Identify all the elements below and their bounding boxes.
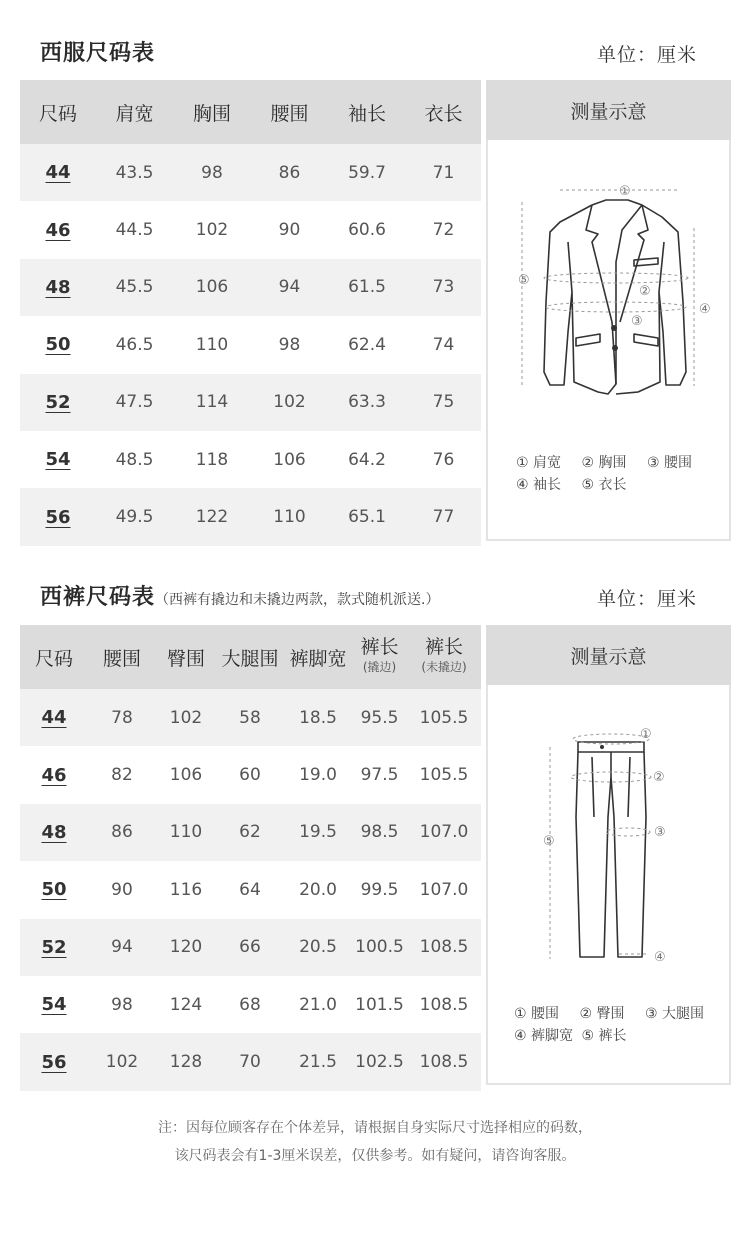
cell-shoulder: 44.5: [115, 220, 154, 241]
cell-size: 46: [45, 219, 71, 241]
cell-shoulder: 45.5: [115, 277, 154, 298]
cell-thigh: 62: [239, 822, 261, 843]
legend-item: ③ 腰围: [646, 455, 692, 471]
header-waist: 腰围: [270, 102, 309, 125]
cell-length: 76: [432, 449, 455, 470]
cell-length-unhemmed: 108.5: [419, 1052, 469, 1073]
suit-diagram-title: 测量示意: [486, 80, 731, 140]
legend-item: ④ 裤脚宽: [514, 1028, 574, 1044]
cell-length-hemmed: 102.5: [355, 1052, 404, 1073]
table-row: [20, 689, 481, 746]
cell-sleeve: 62.4: [348, 334, 386, 355]
cell-shoulder: 43.5: [115, 162, 154, 183]
cell-length-hemmed: 98.5: [360, 822, 399, 843]
table-row: [20, 316, 481, 373]
cell-chest: 102: [195, 220, 229, 241]
cell-shoulder: 47.5: [115, 392, 154, 413]
marker-1: ①: [640, 727, 652, 742]
header-length: 衣长: [424, 102, 463, 125]
pants-title-note: （西裤有撬边和未撬边两款，款式随机派送.）: [155, 592, 440, 608]
header-length-unhemmed-sub: (未撬边): [421, 660, 467, 674]
cell-length-unhemmed: 108.5: [419, 937, 469, 958]
cell-length-unhemmed: 105.5: [419, 765, 469, 786]
cell-size: 56: [45, 506, 71, 528]
marker-4: ④: [654, 950, 666, 965]
table-row: [20, 374, 481, 431]
cell-hip: 120: [169, 937, 203, 958]
cell-sleeve: 64.2: [348, 449, 386, 470]
cell-chest: 110: [195, 334, 229, 355]
cell-shoulder: 46.5: [115, 334, 154, 355]
cell-thigh: 64: [239, 879, 261, 900]
cell-size: 46: [41, 764, 67, 786]
legend-item: ④ 袖长: [516, 477, 562, 493]
table-row: [20, 259, 481, 316]
cell-size: 44: [41, 707, 67, 729]
cell-hem: 19.0: [299, 765, 337, 786]
cell-size: 50: [41, 879, 67, 901]
cell-waist: 102: [105, 1052, 139, 1073]
cell-length: 73: [432, 277, 455, 298]
cell-size: 48: [45, 276, 71, 298]
pants-size-table: [20, 625, 481, 1091]
pants-section-title: [40, 580, 439, 611]
table-row: [20, 746, 481, 803]
cell-chest: 122: [195, 507, 229, 528]
cell-thigh: 68: [239, 994, 261, 1015]
cell-size: 52: [45, 391, 71, 413]
cell-hip: 102: [169, 707, 203, 728]
table-row: [20, 1033, 481, 1090]
cell-sleeve: 63.3: [348, 392, 386, 413]
cell-sleeve: 60.6: [348, 220, 386, 241]
cell-waist: 106: [273, 449, 306, 470]
suit-title-text: 西服尺码表: [40, 41, 156, 66]
cell-waist: 90: [278, 220, 301, 241]
table-row: [20, 431, 481, 488]
marker-5: ⑤: [518, 273, 530, 288]
suit-unit-label: 单位：厘米: [596, 44, 697, 66]
cell-size: 52: [41, 936, 67, 958]
cell-length: 72: [432, 220, 455, 241]
cell-hem: 21.0: [299, 994, 337, 1015]
cell-hip: 124: [169, 994, 203, 1015]
pants-diagram-panel: [486, 625, 731, 1085]
pants-unit-label: 单位：厘米: [596, 588, 697, 610]
header-length-unhemmed-label: 裤长: [424, 636, 463, 658]
cell-sleeve: 61.5: [348, 277, 386, 298]
suit-legend: [516, 452, 708, 496]
cell-waist: 98: [278, 334, 301, 355]
table-row: [20, 976, 481, 1033]
header-length-hemmed-sub: (撬边): [362, 660, 397, 674]
cell-chest: 106: [195, 277, 229, 298]
marker-4: ④: [699, 302, 711, 317]
suit-table-header: [20, 80, 481, 144]
cell-size: 54: [45, 449, 71, 471]
header-length-hemmed-label: 裤长: [360, 636, 399, 658]
header-chest: 胸围: [192, 102, 231, 125]
legend-item: ⑤ 衣长: [581, 477, 627, 493]
cell-waist: 110: [273, 507, 306, 528]
cell-hip: 110: [169, 822, 203, 843]
cell-length-hemmed: 97.5: [360, 765, 399, 786]
legend-item: ⑤ 裤长: [581, 1028, 627, 1044]
cell-hem: 18.5: [299, 707, 337, 728]
cell-waist: 94: [278, 277, 301, 298]
header-hip: 臀围: [166, 647, 205, 670]
legend-item: ① 肩宽: [516, 455, 562, 471]
header-sleeve: 袖长: [347, 102, 386, 125]
cell-waist: 98: [111, 994, 133, 1015]
marker-1: ①: [619, 184, 631, 199]
cell-size: 56: [41, 1051, 67, 1073]
cell-waist: 94: [111, 937, 133, 958]
cell-shoulder: 48.5: [115, 449, 154, 470]
cell-waist: 102: [273, 392, 306, 413]
pants-table-header: [20, 625, 481, 689]
cell-length: 71: [432, 162, 455, 183]
cell-hip: 128: [169, 1052, 203, 1073]
cell-thigh: 66: [239, 937, 261, 958]
suit-size-table: [20, 80, 481, 546]
table-row: [20, 919, 481, 976]
cell-shoulder: 49.5: [115, 507, 154, 528]
cell-length-unhemmed: 107.0: [419, 822, 469, 843]
cell-hip: 106: [169, 765, 203, 786]
suit-section-title: [40, 36, 155, 67]
jacket-button-icon: [612, 345, 618, 351]
cell-thigh: 70: [239, 1052, 261, 1073]
header-size: 尺码: [38, 102, 77, 125]
legend-item: ② 胸围: [581, 455, 627, 471]
cell-hip: 116: [169, 879, 203, 900]
jacket-button-icon: [611, 325, 617, 331]
cell-size: 50: [45, 334, 71, 356]
cell-length: 75: [432, 392, 455, 413]
cell-length-unhemmed: 108.5: [419, 994, 469, 1015]
marker-2: ②: [653, 770, 665, 785]
footer-line-1: 注：因每位顾客存在个体差异，请根据自身实际尺寸选择相应的码数，: [158, 1120, 592, 1136]
pants-diagram-title: 测量示意: [486, 625, 731, 685]
cell-length-hemmed: 100.5: [355, 937, 404, 958]
table-row: [20, 201, 481, 258]
cell-size: 54: [41, 994, 67, 1016]
footer-note: [0, 1114, 750, 1170]
pants-legend: [514, 1003, 704, 1047]
cell-length: 77: [432, 507, 455, 528]
cell-size: 48: [41, 821, 67, 843]
header-length-unhemmed: [407, 638, 481, 676]
legend-item: ① 腰围: [514, 1006, 560, 1022]
cell-waist: 86: [111, 822, 133, 843]
cell-waist: 82: [111, 765, 133, 786]
cell-chest: 118: [195, 449, 229, 470]
cell-length-hemmed: 101.5: [355, 994, 404, 1015]
cell-hem: 21.5: [299, 1052, 337, 1073]
marker-2: ②: [639, 284, 651, 299]
table-row: [20, 804, 481, 861]
pants-title-text: 西裤尺码表: [40, 585, 156, 610]
header-size: 尺码: [34, 647, 73, 670]
legend-item: ② 臀围: [579, 1006, 625, 1022]
table-row: [20, 144, 481, 201]
cell-size: 44: [45, 162, 71, 184]
cell-length: 74: [432, 334, 455, 355]
cell-sleeve: 59.7: [348, 162, 386, 183]
header-shoulder: 肩宽: [115, 102, 154, 125]
header-hem: 裤脚宽: [289, 647, 347, 670]
header-waist: 腰围: [102, 647, 141, 670]
cell-hem: 20.0: [299, 879, 337, 900]
cell-length-unhemmed: 105.5: [419, 707, 469, 728]
cell-thigh: 60: [239, 765, 261, 786]
footer-line-2: 该尺码表会有1-3厘米误差，仅供参考。如有疑问，请咨询客服。: [174, 1148, 576, 1164]
suit-diagram-panel: [486, 80, 731, 541]
cell-hem: 19.5: [299, 822, 337, 843]
marker-3: ③: [631, 314, 643, 329]
cell-waist: 78: [111, 707, 133, 728]
header-length-hemmed: [352, 638, 407, 676]
cell-sleeve: 65.1: [348, 507, 386, 528]
cell-thigh: 58: [239, 707, 261, 728]
cell-hem: 20.5: [299, 937, 337, 958]
cell-length-hemmed: 99.5: [360, 879, 399, 900]
cell-chest: 98: [201, 162, 223, 183]
waist-button-icon: [600, 745, 604, 749]
cell-length-hemmed: 95.5: [360, 707, 399, 728]
cell-waist: 86: [278, 162, 301, 183]
cell-chest: 114: [195, 392, 229, 413]
marker-5: ⑤: [543, 834, 555, 849]
legend-item: ③ 大腿围: [644, 1006, 704, 1022]
table-row: [20, 488, 481, 545]
table-row: [20, 861, 481, 918]
marker-3: ③: [654, 825, 666, 840]
header-thigh: 大腿围: [221, 647, 279, 670]
cell-length-unhemmed: 107.0: [419, 879, 469, 900]
cell-waist: 90: [111, 879, 133, 900]
